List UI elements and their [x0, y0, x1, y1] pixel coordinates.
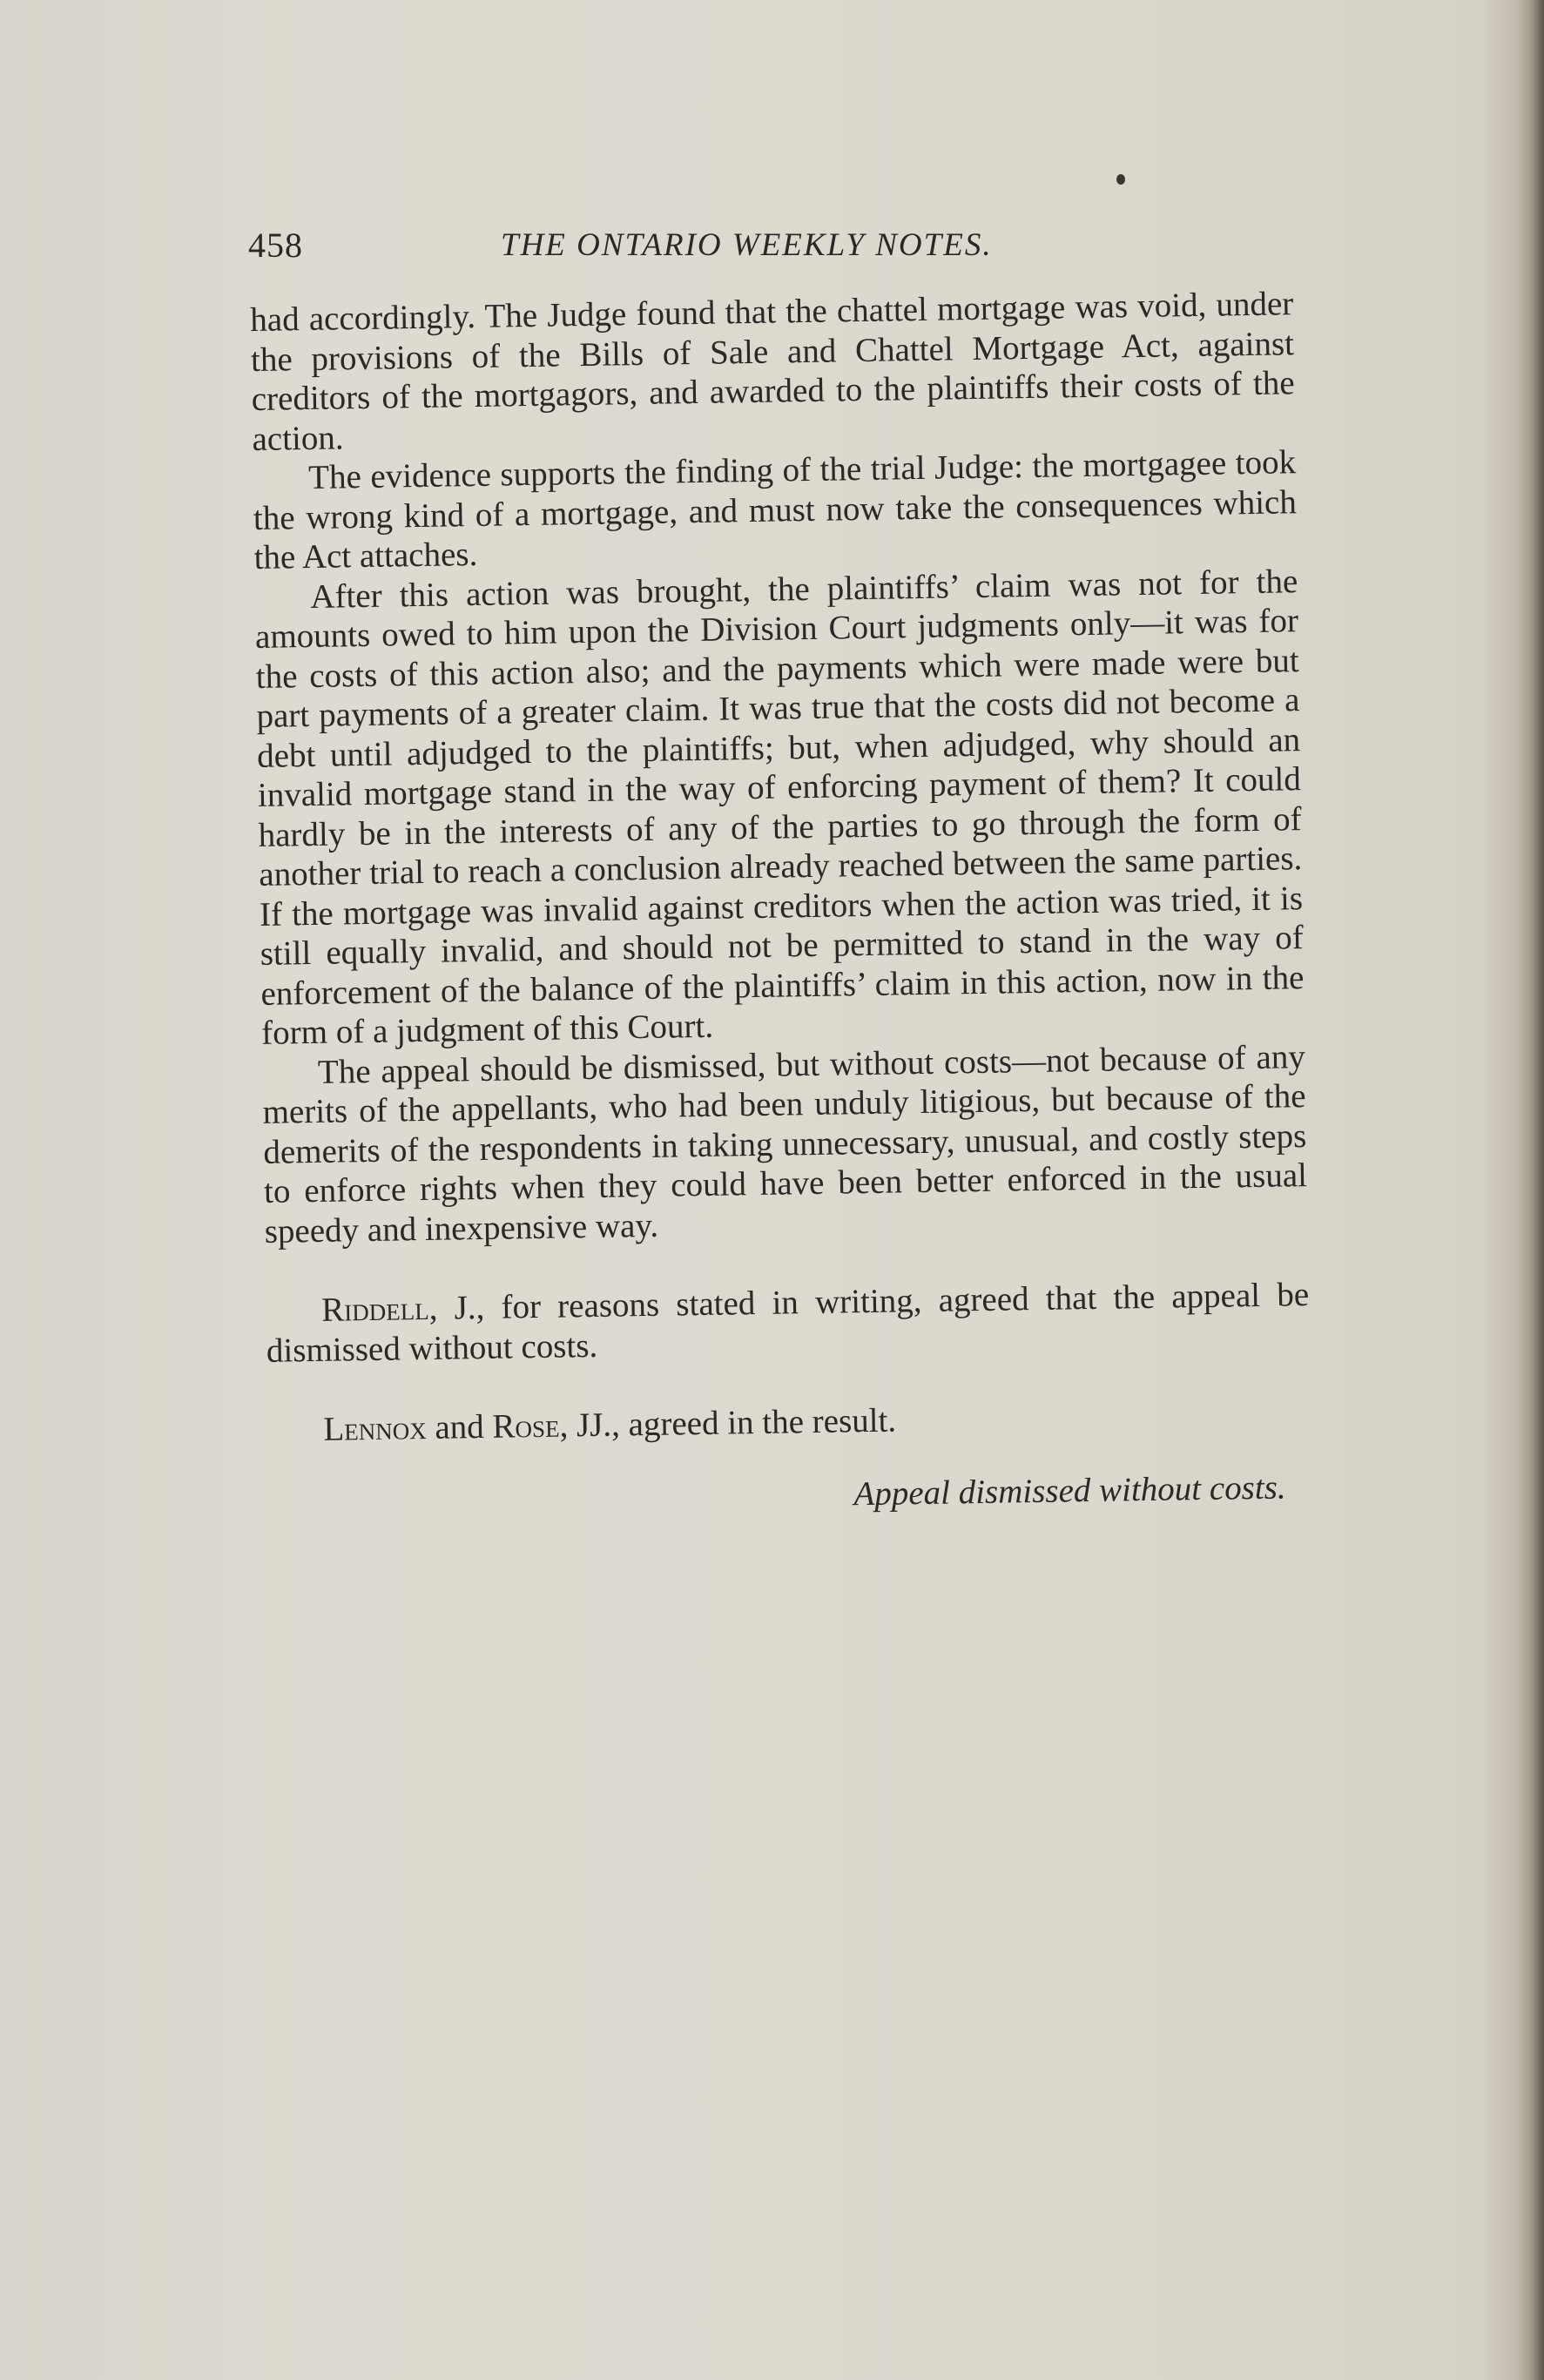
running-head: THE ONTARIO WEEKLY NOTES.: [501, 227, 993, 263]
paragraph-riddell: [266, 1275, 1310, 1371]
lennox-rose-text: , JJ., agreed in the result.: [559, 1401, 897, 1445]
page-header: [248, 225, 1293, 273]
ink-speck: [1116, 174, 1125, 185]
body-text: [250, 284, 1312, 1523]
page-edge-shadow: [1518, 0, 1544, 2380]
judge-name-lennox: Lennox: [323, 1408, 428, 1448]
paragraph-1: had accordingly. The Judge found that the chattel mortgage was void, under the provisions of the Bills of Sale and Chattel Mortgage Act, against creditors of the mortgagors, and awarded to the plaintiffs their costs of the action.: [250, 285, 1295, 458]
paragraph-lennox-rose: [267, 1394, 1311, 1450]
riddell-text: , J., for reasons stated in writing, agreed that the appeal be dismissed without costs.: [266, 1276, 1310, 1370]
judge-name-riddell: Riddell: [320, 1289, 430, 1329]
conjunction: and: [426, 1407, 493, 1446]
paragraph-2: The evidence supports the finding of the trial Judge: the mortgagee took the wrong kind of a mortgage, and must now take the consequences which the Act attaches.: [253, 443, 1298, 576]
page-number: 458: [248, 226, 303, 265]
disposition: Appeal dismissed without costs.: [853, 1467, 1286, 1513]
judge-name-rose: Rose: [492, 1406, 560, 1446]
paragraph-3: After this action was brought, the plaintiffs’ claim was not for the amounts owed to him upon the Division Court judgments only—it was for the costs of this action also; and the payments which were made were but part payments of a greater claim. It was true that the costs did not become a debt until adjudged to the plaintiffs; but, when adjudged, why should an invalid mortgage stand in the way of enforcing payment of them? It could hardly be in the interests of any of the parties to go through the form of another trial to reach a conclusion already reached between the same parties. If the mortgage was invalid against creditors when the action was tried, it is still equally invalid, and should not be permitted to stand in the way of enforcement of the balance of the plaintiffs’ claim in this action, now in the form of a judgment of this Court.: [254, 562, 1305, 1052]
paragraph-4: The appeal should be dismissed, but without costs—not because of any merits of the appellants, who had been unduly litigious, but because of the demerits of the respondents in taking unnecessary, unusual, and costly steps to enforce rights when they could have been better enforced in the usual speedy and inexpensive way.: [262, 1037, 1308, 1251]
